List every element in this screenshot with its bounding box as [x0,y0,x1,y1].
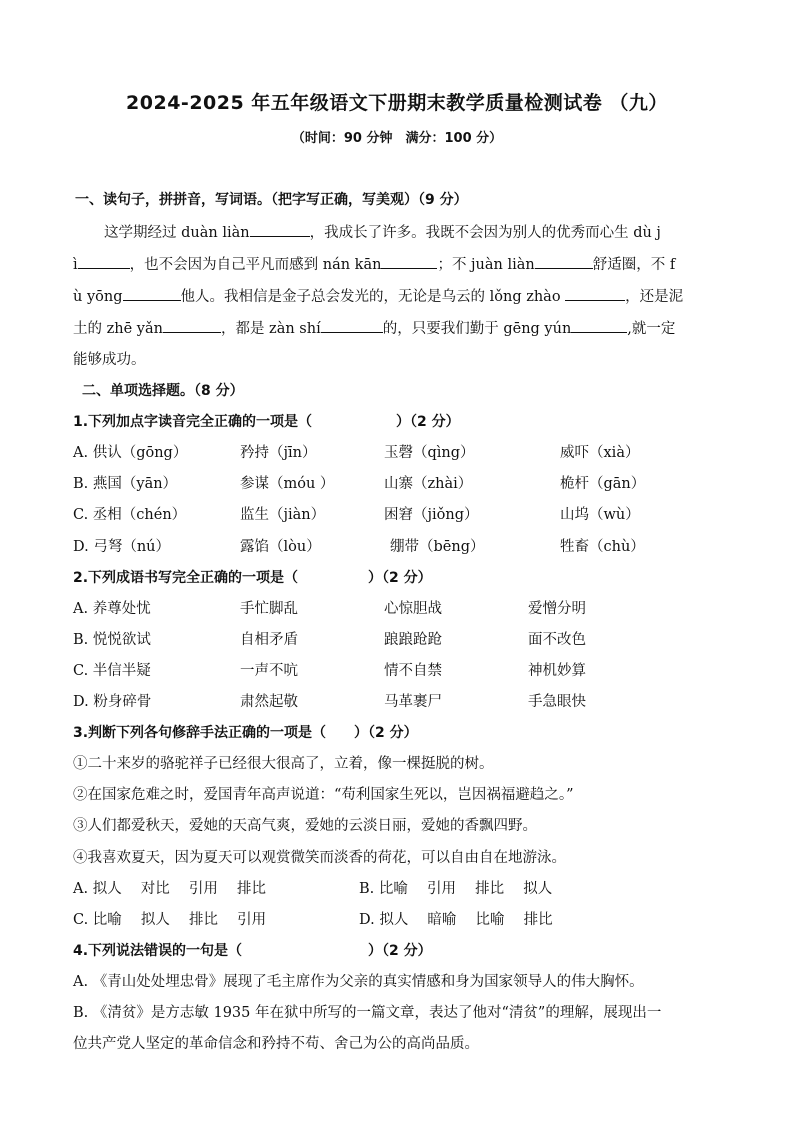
q1-option-cell: 威吓（xià） [560,445,640,461]
s1-text: ù yōng [73,289,123,305]
answer-blank[interactable] [123,286,181,301]
q3-sentence: ①二十来岁的骆驼祥子已经很大很高了，立着，像一棵挺脱的树。 [73,756,494,772]
s1-text: 能够成功。 [73,352,146,368]
q2-option-cell: 一声不吭 [240,663,298,679]
answer-blank[interactable] [381,254,437,269]
q2-option-cell: 面不改色 [528,632,586,648]
q4-option-b[interactable]: B. 《清贫》是方志敏 1935 年在狱中所写的一篇文章，表达了他对“清贫”的理解，展现出一 [73,1005,662,1021]
q2-option-cell: 自相矛盾 [240,632,298,648]
q1-option-cell: 牲畜（chù） [560,539,645,555]
q1-option-cell: 参谋（móu ） [240,476,335,492]
q1-option-cell: 山寨（zhài） [384,476,473,492]
answer-blank[interactable] [78,254,130,269]
q2-option-cell: 踉踉跄跄 [384,632,442,648]
q3-option-c[interactable]: C. 比喻 拟人 排比 引用 [73,912,267,928]
q1-option-cell: 桅杆（gān） [560,476,646,492]
answer-blank[interactable] [321,318,383,333]
answer-blank[interactable] [163,318,221,333]
q2-option-d[interactable]: D. 粉身碎骨 [73,694,152,710]
s1-line-1 [104,222,661,243]
q1-option-d[interactable]: D. 弓弩（nú） [73,539,171,555]
q3-option-d[interactable]: D. 拟人 暗喻 比喻 排比 [359,912,553,928]
section2-heading: 二、单项选择题。（8 分） [82,383,244,399]
q1-option-a[interactable]: A. 供认（gōng） [73,445,188,461]
q1-option-c[interactable]: C. 丞相（chén） [73,507,187,523]
q4-stem: 4.下列说法错误的一句是（ ）（2 分） [73,943,432,959]
q3-stem: 3.判断下列各句修辞手法正确的一项是（ ）（2 分） [73,725,418,741]
q3-sentence: ③人们都爱秋天，爱她的天高气爽，爱她的云淡日丽，爱她的香飘四野。 [73,818,537,834]
q1-stem: 1.下列加点字读音完全正确的一项是（ ）（2 分） [73,414,460,430]
q2-option-cell: 马革裹尸 [384,694,442,710]
q3-option-b[interactable]: B. 比喻 引用 排比 拟人 [359,881,553,897]
q3-sentence: ②在国家危难之时，爱国青年高声说道：“苟利国家生死以，岂因祸福避趋之。” [73,787,574,803]
q2-option-b[interactable]: B. 悦悦欲试 [73,632,151,648]
s1-text: ；不 juàn liàn [437,257,535,273]
q1-option-cell: 绷带（bēng） [390,539,485,555]
s1-text: 的，只要我们勤于 gēng yún [382,321,572,337]
exam-info: （时间：90 分钟 满分：100 分） [291,131,503,146]
answer-blank[interactable] [565,286,625,301]
q1-option-cell: 露馅（lòu） [240,539,321,555]
section1-heading: 一、读句子，拼拼音，写词语。（把字写正确，写美观）（9 分） [75,192,468,208]
q2-option-cell: 肃然起敬 [240,694,298,710]
q2-option-cell: 手急眼快 [528,694,586,710]
q2-option-cell: 心惊胆战 [384,601,442,617]
s1-text: 土的 zhē yǎn [73,321,163,337]
q1-option-cell: 困窘（jiǒng） [384,507,479,523]
s1-line-4 [73,318,675,339]
q1-option-cell: 监生（jiàn） [240,507,326,523]
answer-blank[interactable] [250,222,310,237]
q4-option-b-continued: 位共产党人坚定的革命信念和矜持不苟、舍己为公的高尚品质。 [73,1036,479,1052]
q4-option-a[interactable]: A. 《青山处处埋忠骨》展现了毛主席作为父亲的真实情感和身为国家领导人的伟大胸怀。 [73,974,644,990]
q3-option-a[interactable]: A. 拟人 对比 引用 排比 [73,881,267,897]
s1-text: ，还是泥 [625,289,684,305]
q1-option-cell: 矜持（jīn） [240,445,317,461]
s1-text: ，也不会因为自己平凡而感到 nán kān [129,257,382,273]
q3-sentence: ④我喜欢夏天，因为夏天可以观赏微笑而淡香的荷花，可以自由自在地游泳。 [73,850,566,866]
q2-option-c[interactable]: C. 半信半疑 [73,663,151,679]
s1-text: ，都是 zàn shí [220,321,321,337]
s1-text: 他人。我相信是金子总会发光的，无论是乌云的 lǒng zhào [180,289,566,305]
q2-option-a[interactable]: A. 养尊处忧 [73,601,151,617]
q1-option-cell: 玉磬（qìng） [384,445,475,461]
s1-line-3 [73,286,683,307]
s1-line-5 [73,350,146,370]
q2-option-cell: 神机妙算 [528,663,586,679]
s1-text: 舒适圈，不 f [592,257,676,273]
s1-text: 这学期经过 duàn liàn [104,225,250,241]
page-title: 2024-2025 年五年级语文下册期末教学质量检测试卷 （九） [126,92,668,114]
answer-blank[interactable] [571,318,627,333]
q1-option-b[interactable]: B. 燕国（yān） [73,476,178,492]
q2-option-cell: 爱憎分明 [528,601,586,617]
s1-text: ,就一定 [627,321,676,337]
s1-text: ì [73,257,78,273]
answer-blank[interactable] [535,254,593,269]
q2-option-cell: 情不自禁 [384,663,442,679]
q1-option-cell: 山坞（wù） [560,507,640,523]
q2-stem: 2.下列成语书写完全正确的一项是（ ）（2 分） [73,570,432,586]
q2-option-cell: 手忙脚乱 [240,601,298,617]
s1-text: ，我成长了许多。我既不会因为别人的优秀而心生 dù j [309,225,661,241]
s1-line-2 [73,254,675,275]
